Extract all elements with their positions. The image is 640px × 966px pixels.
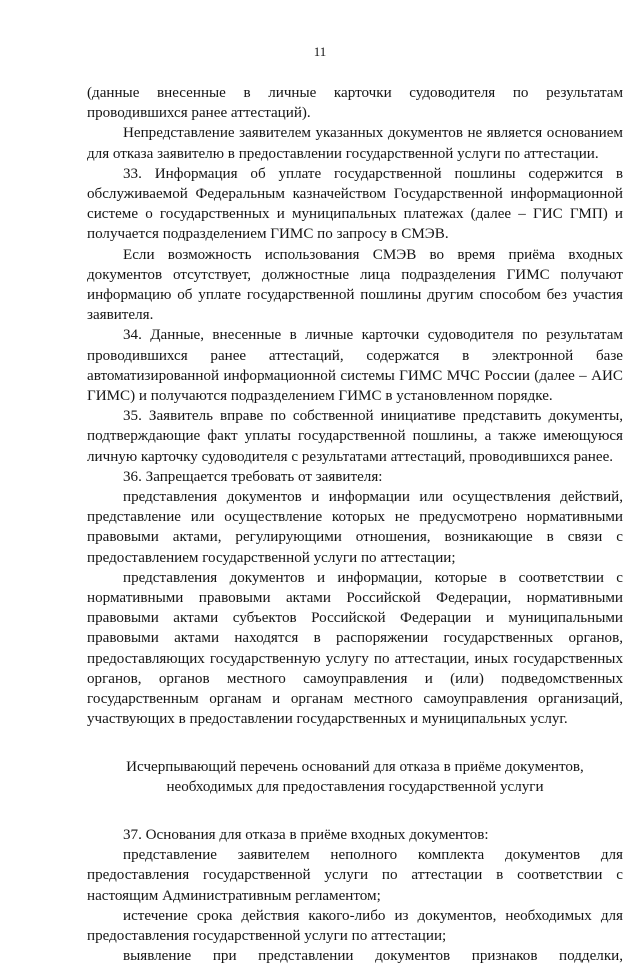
paragraph: Непредставление заявителем указанных документов не является основанием для отказа заявителю в предоставлении государственной услуги по аттестации. <box>87 125 623 162</box>
paragraph: (данные внесенные в личные карточки судоводителя по результатам проводившихся ранее аттестаций). <box>87 85 623 122</box>
paragraph: Если возможность использования СМЭВ во время приёма входных документов отсутствует, должностные лица подразделения ГИМС получают информацию об уплате государственной пошлины другим способом без участия заявителя. <box>87 246 623 324</box>
document-body <box>87 83 623 966</box>
paragraph-item-37: 37. Основания для отказа в приёме входных документов: <box>123 826 489 843</box>
paragraph-item-34: 34. Данные, внесенные в личные карточки судоводителя по результатам проводившихся ранее аттестаций, содержатся в электронной базе автоматизированной информационной системы ГИМС МЧС России (далее – АИС ГИМС) и получаются подразделением ГИМС в установленном порядке. <box>87 327 623 405</box>
section-heading-line: Исчерпывающий перечень оснований для отказа в приёме документов, <box>126 758 584 775</box>
section-heading-line: необходимых для предоставления государственной услуги <box>166 778 544 795</box>
paragraph: представления документов и информации или осуществления действий, представление или осуществление которых не предусмотрено нормативными правовыми актами, регулирующими отношения, возникающие в связи с предоставлением государственной услуги по аттестации; <box>87 489 623 566</box>
paragraph: представление заявителем неполного комплекта документов для предоставления государственной услуги по аттестации в соответствии с настоящим Административным регламентом; <box>87 847 623 904</box>
section-heading <box>87 757 623 797</box>
paragraph-item-36: 36. Запрещается требовать от заявителя: <box>123 468 383 485</box>
paragraph-item-33: 33. Информация об уплате государственной пошлины содержится в обслуживаемой Федеральным казначейством Государственной информационной системе о государственных и муниципальных платежах (далее – ГИС ГМП) и получается подразделением ГИМС по запросу в СМЭВ. <box>87 165 623 243</box>
paragraph: истечение срока действия какого-либо из документов, необходимых для предоставления государственной услуги по аттестации; <box>87 907 623 944</box>
paragraph: выявление при представлении документов признаков подделки, <box>123 948 623 965</box>
page-number: 11 <box>313 44 327 59</box>
paragraph: представления документов и информации, которые в соответствии с нормативными правовыми актами Российской Федерации, нормативными правовыми актами субъектов Российской Федерации и муниципальными правовыми актами находятся в распоряжении государственных органов, предоставляющих государственную услугу по аттестации, иных государственных органов, органов местного самоуправления и (или) подведомственных государственным органам и органам местного самоуправления организаций, участвующих в предоставлении государственных и муниципальных услуг. <box>87 569 623 728</box>
paragraph-item-35: 35. Заявитель вправе по собственной инициативе представить документы, подтверждающие факт уплаты государственной пошлины, а также имеющуюся личную карточку судоводителя с результатами аттестаций, проводившихся ранее. <box>87 408 623 465</box>
